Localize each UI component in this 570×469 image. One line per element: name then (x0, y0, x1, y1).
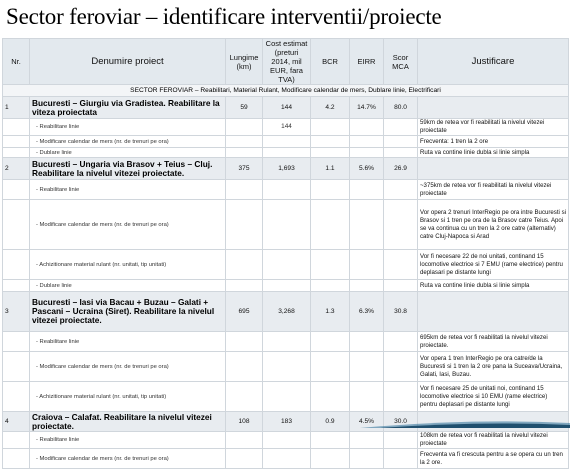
header-bcr: BCR (311, 39, 350, 85)
subrow-nr (3, 432, 30, 449)
table-subrow (3, 200, 569, 250)
subrow-nr (3, 449, 30, 469)
subrow-scor (384, 180, 418, 200)
project-bcr: 1.1 (311, 158, 350, 180)
decorative-swoosh (360, 420, 570, 428)
subrow-cost (263, 148, 311, 158)
project-eirr: 5.6% (350, 158, 384, 180)
subrow-lungime (226, 148, 263, 158)
header-cost: Cost estimat (preturi 2014, mil EUR, fara TVA) (263, 39, 311, 85)
project-cost: 1,693 (263, 158, 311, 180)
project-name: Bucuresti – Iasi via Bacau + Buzau – Galati + Pascani – Ucraina (Siret). Reabilitare la nivelul vitezei proiectate. (30, 292, 226, 332)
subrow-name: - Reabilitare linie (30, 332, 226, 352)
subrow-bcr (311, 250, 350, 280)
project-cost: 144 (263, 97, 311, 119)
subrow-name: - Reabilitare linie (30, 180, 226, 200)
table-subrow (3, 352, 569, 382)
subrow-scor (384, 432, 418, 449)
table-subrow (3, 136, 569, 148)
project-eirr: 14.7% (350, 97, 384, 119)
subrow-lungime (226, 352, 263, 382)
project-nr: 4 (3, 412, 30, 432)
subrow-bcr (311, 449, 350, 469)
subrow-justificare: 108km de retea vor fi reabilitati la nivelul vitezei proiectate (418, 432, 569, 449)
subrow-eirr (350, 200, 384, 250)
subrow-eirr (350, 119, 384, 136)
subrow-nr (3, 382, 30, 412)
subrow-justificare: ~375km de retea vor fi reabilitati la nivelul vitezei proiectate (418, 180, 569, 200)
subrow-lungime (226, 449, 263, 469)
subrow-justificare: 695km de retea vor fi reabilitati la nivelul vitezei proiectate. (418, 332, 569, 352)
subrow-justificare: Frecventa: 1 tren la 2 ore (418, 136, 569, 148)
project-cost: 183 (263, 412, 311, 432)
table-subrow (3, 148, 569, 158)
subrow-cost (263, 280, 311, 292)
subrow-eirr (350, 180, 384, 200)
subrow-cost (263, 250, 311, 280)
projects-table-container (2, 38, 568, 466)
subrow-name: - Dublare linie (30, 148, 226, 158)
subrow-nr (3, 280, 30, 292)
subrow-bcr (311, 432, 350, 449)
subrow-justificare: Vor fi necesare 25 de unitati noi, continand 15 locomotive electrice si 10 EMU (rame electrice) pentru deplasari pe distante lungi (418, 382, 569, 412)
project-lungime: 108 (226, 412, 263, 432)
subrow-bcr (311, 119, 350, 136)
subrow-eirr (350, 250, 384, 280)
subrow-lungime (226, 180, 263, 200)
subrow-lungime (226, 200, 263, 250)
subrow-lungime (226, 280, 263, 292)
subrow-eirr (350, 136, 384, 148)
subrow-bcr (311, 382, 350, 412)
project-scor: 30.0 (384, 412, 418, 432)
project-nr: 2 (3, 158, 30, 180)
header-eirr: EIRR (350, 39, 384, 85)
subrow-bcr (311, 136, 350, 148)
subrow-cost (263, 432, 311, 449)
subrow-cost (263, 352, 311, 382)
subrow-eirr (350, 449, 384, 469)
subrow-eirr (350, 352, 384, 382)
project-bcr: 4.2 (311, 97, 350, 119)
subrow-scor (384, 119, 418, 136)
project-cost: 3,268 (263, 292, 311, 332)
subrow-justificare: Vor opera 1 tren InterRegio pe ora catre/de la Bucuresti si 1 tren la 2 ore pana la Suceava/Ucraina, Galati, Iasi, Buzau. (418, 352, 569, 382)
subrow-name: - Modificare calendar de mers (nr. de trenuri pe ora) (30, 200, 226, 250)
subrow-scor (384, 136, 418, 148)
subrow-name: - Achizitionare material rulant (nr. unitati, tip unitati) (30, 382, 226, 412)
subrow-lungime (226, 332, 263, 352)
table-subrow (3, 180, 569, 200)
subrow-lungime (226, 382, 263, 412)
project-justificare (418, 158, 569, 180)
subrow-cost (263, 382, 311, 412)
project-name: Craiova – Calafat. Reabilitare la nivelul vitezei proiectate. (30, 412, 226, 432)
subrow-bcr (311, 352, 350, 382)
subrow-nr (3, 136, 30, 148)
table-subrow (3, 382, 569, 412)
subrow-name: - Dublare linie (30, 280, 226, 292)
subrow-name: - Modificare calendar de mers (nr. de trenuri pe ora) (30, 449, 226, 469)
subrow-lungime (226, 136, 263, 148)
sector-row-label: SECTOR FEROVIAR – Reabilitari, Material Rulant, Modificare calendar de mers, Dublare linie, Electrificari (3, 85, 569, 97)
subrow-cost (263, 200, 311, 250)
subrow-nr (3, 119, 30, 136)
project-scor: 26.9 (384, 158, 418, 180)
subrow-justificare: Ruta va contine linie dubla si linie simpla (418, 280, 569, 292)
header-lungime: Lungime (km) (226, 39, 263, 85)
header-nr: Nr. (3, 39, 30, 85)
table-row (3, 158, 569, 180)
project-eirr: 4.5% (350, 412, 384, 432)
project-lungime: 375 (226, 158, 263, 180)
project-justificare (418, 97, 569, 119)
subrow-cost (263, 332, 311, 352)
subrow-justificare: Vor opera 2 trenuri InterRegio pe ora intre Bucuresti si Brasov si 1 tren pe ora de la Brasov catre Teius. Apoi se va continua cu un tren la 2 ore catre (alternativ) catre Cluj-Napoca si Arad (418, 200, 569, 250)
subrow-scor (384, 352, 418, 382)
table-subrow (3, 432, 569, 449)
project-lungime: 695 (226, 292, 263, 332)
subrow-cost (263, 449, 311, 469)
subrow-name: - Reabilitare linie (30, 119, 226, 136)
project-bcr: 1.3 (311, 292, 350, 332)
subrow-lungime (226, 119, 263, 136)
subrow-scor (384, 382, 418, 412)
page-title: Sector feroviar – identificare interventii/proiecte (6, 4, 442, 29)
header-justificare: Justificare (418, 39, 569, 85)
project-eirr: 6.3% (350, 292, 384, 332)
subrow-eirr (350, 148, 384, 158)
subrow-justificare: Frecventa va fi crescuta pentru a se opera cu un tren la 2 ore. (418, 449, 569, 469)
subrow-cost (263, 136, 311, 148)
project-nr: 3 (3, 292, 30, 332)
project-scor: 80.0 (384, 97, 418, 119)
subrow-scor (384, 148, 418, 158)
projects-table (2, 38, 569, 469)
subrow-nr (3, 148, 30, 158)
project-justificare (418, 292, 569, 332)
sector-row (3, 85, 569, 97)
subrow-eirr (350, 332, 384, 352)
subrow-name: - Achizitionare material rulant (nr. unitati, tip unitati) (30, 250, 226, 280)
subrow-bcr (311, 280, 350, 292)
project-name: Bucuresti – Giurgiu via Gradistea. Reabilitare la viteza proiectata (30, 97, 226, 119)
header-scor: Scor MCA (384, 39, 418, 85)
subrow-eirr (350, 382, 384, 412)
subrow-eirr (350, 432, 384, 449)
subrow-cost (263, 180, 311, 200)
table-subrow (3, 332, 569, 352)
subrow-bcr (311, 148, 350, 158)
table-subrow (3, 449, 569, 469)
subrow-nr (3, 332, 30, 352)
table-subrow (3, 280, 569, 292)
subrow-scor (384, 200, 418, 250)
table-subrow (3, 250, 569, 280)
project-nr: 1 (3, 97, 30, 119)
subrow-name: - Modificare calendar de mers (nr. de trenuri pe ora) (30, 352, 226, 382)
subrow-nr (3, 200, 30, 250)
subrow-cost: 144 (263, 119, 311, 136)
project-bcr: 0.9 (311, 412, 350, 432)
subrow-bcr (311, 180, 350, 200)
subrow-justificare: Vor fi necesare 22 de noi unitati, continand 15 locomotive electrice si 7 EMU (rame electrice) pentru deplasari pe distante lungi (418, 250, 569, 280)
subrow-scor (384, 449, 418, 469)
project-lungime: 59 (226, 97, 263, 119)
subrow-name: - Modificare calendar de mers (nr. de trenuri pe ora) (30, 136, 226, 148)
project-name: Bucuresti – Ungaria via Brasov + Teius – Cluj. Reabilitare la nivelul vitezei proiectate. (30, 158, 226, 180)
subrow-lungime (226, 250, 263, 280)
subrow-bcr (311, 200, 350, 250)
subrow-name: - Reabilitare linie (30, 432, 226, 449)
subrow-scor (384, 250, 418, 280)
subrow-nr (3, 250, 30, 280)
table-header-row (3, 39, 569, 85)
subrow-justificare: 59km de retea vor fi reabilitati la nivelul vitezei proiectate (418, 119, 569, 136)
subrow-nr (3, 352, 30, 382)
table-row (3, 292, 569, 332)
subrow-eirr (350, 280, 384, 292)
subrow-justificare: Ruta va contine linie dubla si linie simpla (418, 148, 569, 158)
table-row (3, 97, 569, 119)
subrow-scor (384, 280, 418, 292)
subrow-scor (384, 332, 418, 352)
header-denumire: Denumire proiect (30, 39, 226, 85)
table-subrow (3, 119, 569, 136)
subrow-lungime (226, 432, 263, 449)
subrow-bcr (311, 332, 350, 352)
project-scor: 30.8 (384, 292, 418, 332)
subrow-nr (3, 180, 30, 200)
